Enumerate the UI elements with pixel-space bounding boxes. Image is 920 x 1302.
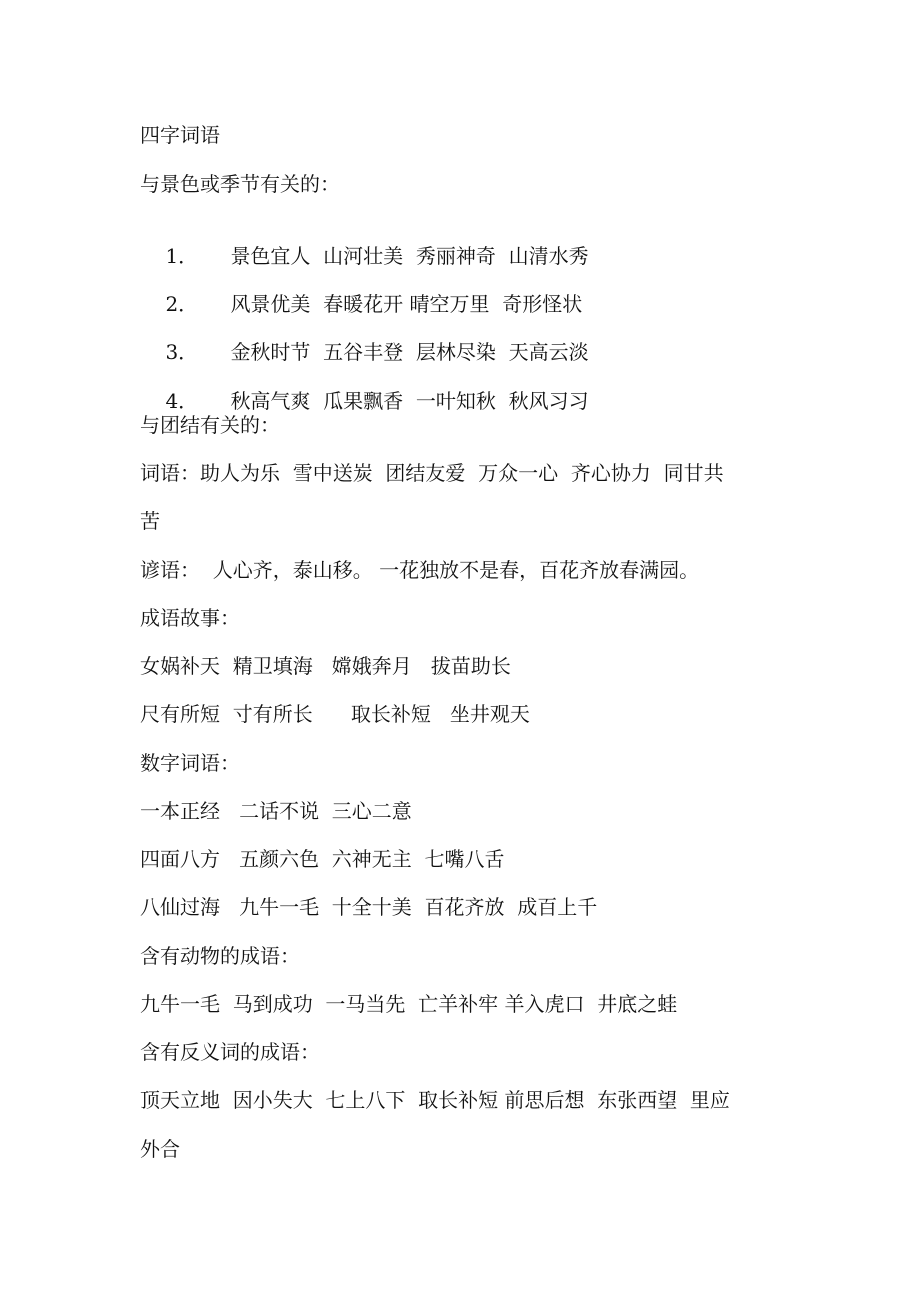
section-heading-stories: 成语故事：: [140, 606, 240, 630]
antonyms-line-1: 顶天立地 因小失大 七上八下 取长补短 前思后想 东张西望 里应: [140, 1088, 730, 1112]
unity-proverb: 谚语： 人心齐，泰山移。 一花独放不是春，百花齐放春满园。: [140, 558, 700, 582]
list-item-text: 金秋时节 五谷丰登 层林尽染 天高云淡: [230, 340, 589, 364]
document-title: 四字词语: [140, 123, 220, 147]
list-item-text: 景色宜人 山河壮美 秀丽神奇 山清水秀: [230, 244, 589, 268]
section-heading-numbers: 数字词语：: [140, 751, 240, 775]
numbers-line-2: 四面八方 五颜六色 六神无主 七嘴八舌: [140, 847, 505, 871]
unity-words-line-1: 词语：助人为乐 雪中送炭 团结友爱 万众一心 齐心协力 同甘共: [140, 461, 724, 485]
antonyms-line-2: 外合: [140, 1137, 180, 1161]
list-item-text: 秋高气爽 瓜果飘香 一叶知秋 秋风习习: [230, 389, 589, 413]
numbers-line-3: 八仙过海 九牛一毛 十全十美 百花齐放 成百上千: [140, 895, 598, 919]
list-item-number: 1．: [165, 244, 199, 268]
list-item-number: 2．: [165, 292, 199, 316]
unity-words-line-2: 苦: [140, 509, 160, 533]
stories-line-1: 女娲补天 精卫填海 嫦娥奔月 拔苗助长: [140, 654, 511, 678]
section-heading-scenery: 与景色或季节有关的：: [140, 172, 340, 196]
numbers-line-1: 一本正经 二话不说 三心二意: [140, 799, 412, 823]
list-item-number: 4．: [165, 389, 199, 413]
section-heading-antonyms: 含有反义词的成语：: [140, 1040, 320, 1064]
list-item-number: 3．: [165, 340, 199, 364]
stories-line-2: 尺有所短 寸有所长 取长补短 坐井观天: [140, 702, 530, 726]
animals-line-1: 九牛一毛 马到成功 一马当先 亡羊补牢 羊入虎口 井底之蛙: [140, 992, 678, 1016]
list-item-text: 风景优美 春暖花开 晴空万里 奇形怪状: [230, 292, 583, 316]
section-heading-animals: 含有动物的成语：: [140, 944, 300, 968]
section-heading-unity: 与团结有关的：: [140, 413, 280, 437]
